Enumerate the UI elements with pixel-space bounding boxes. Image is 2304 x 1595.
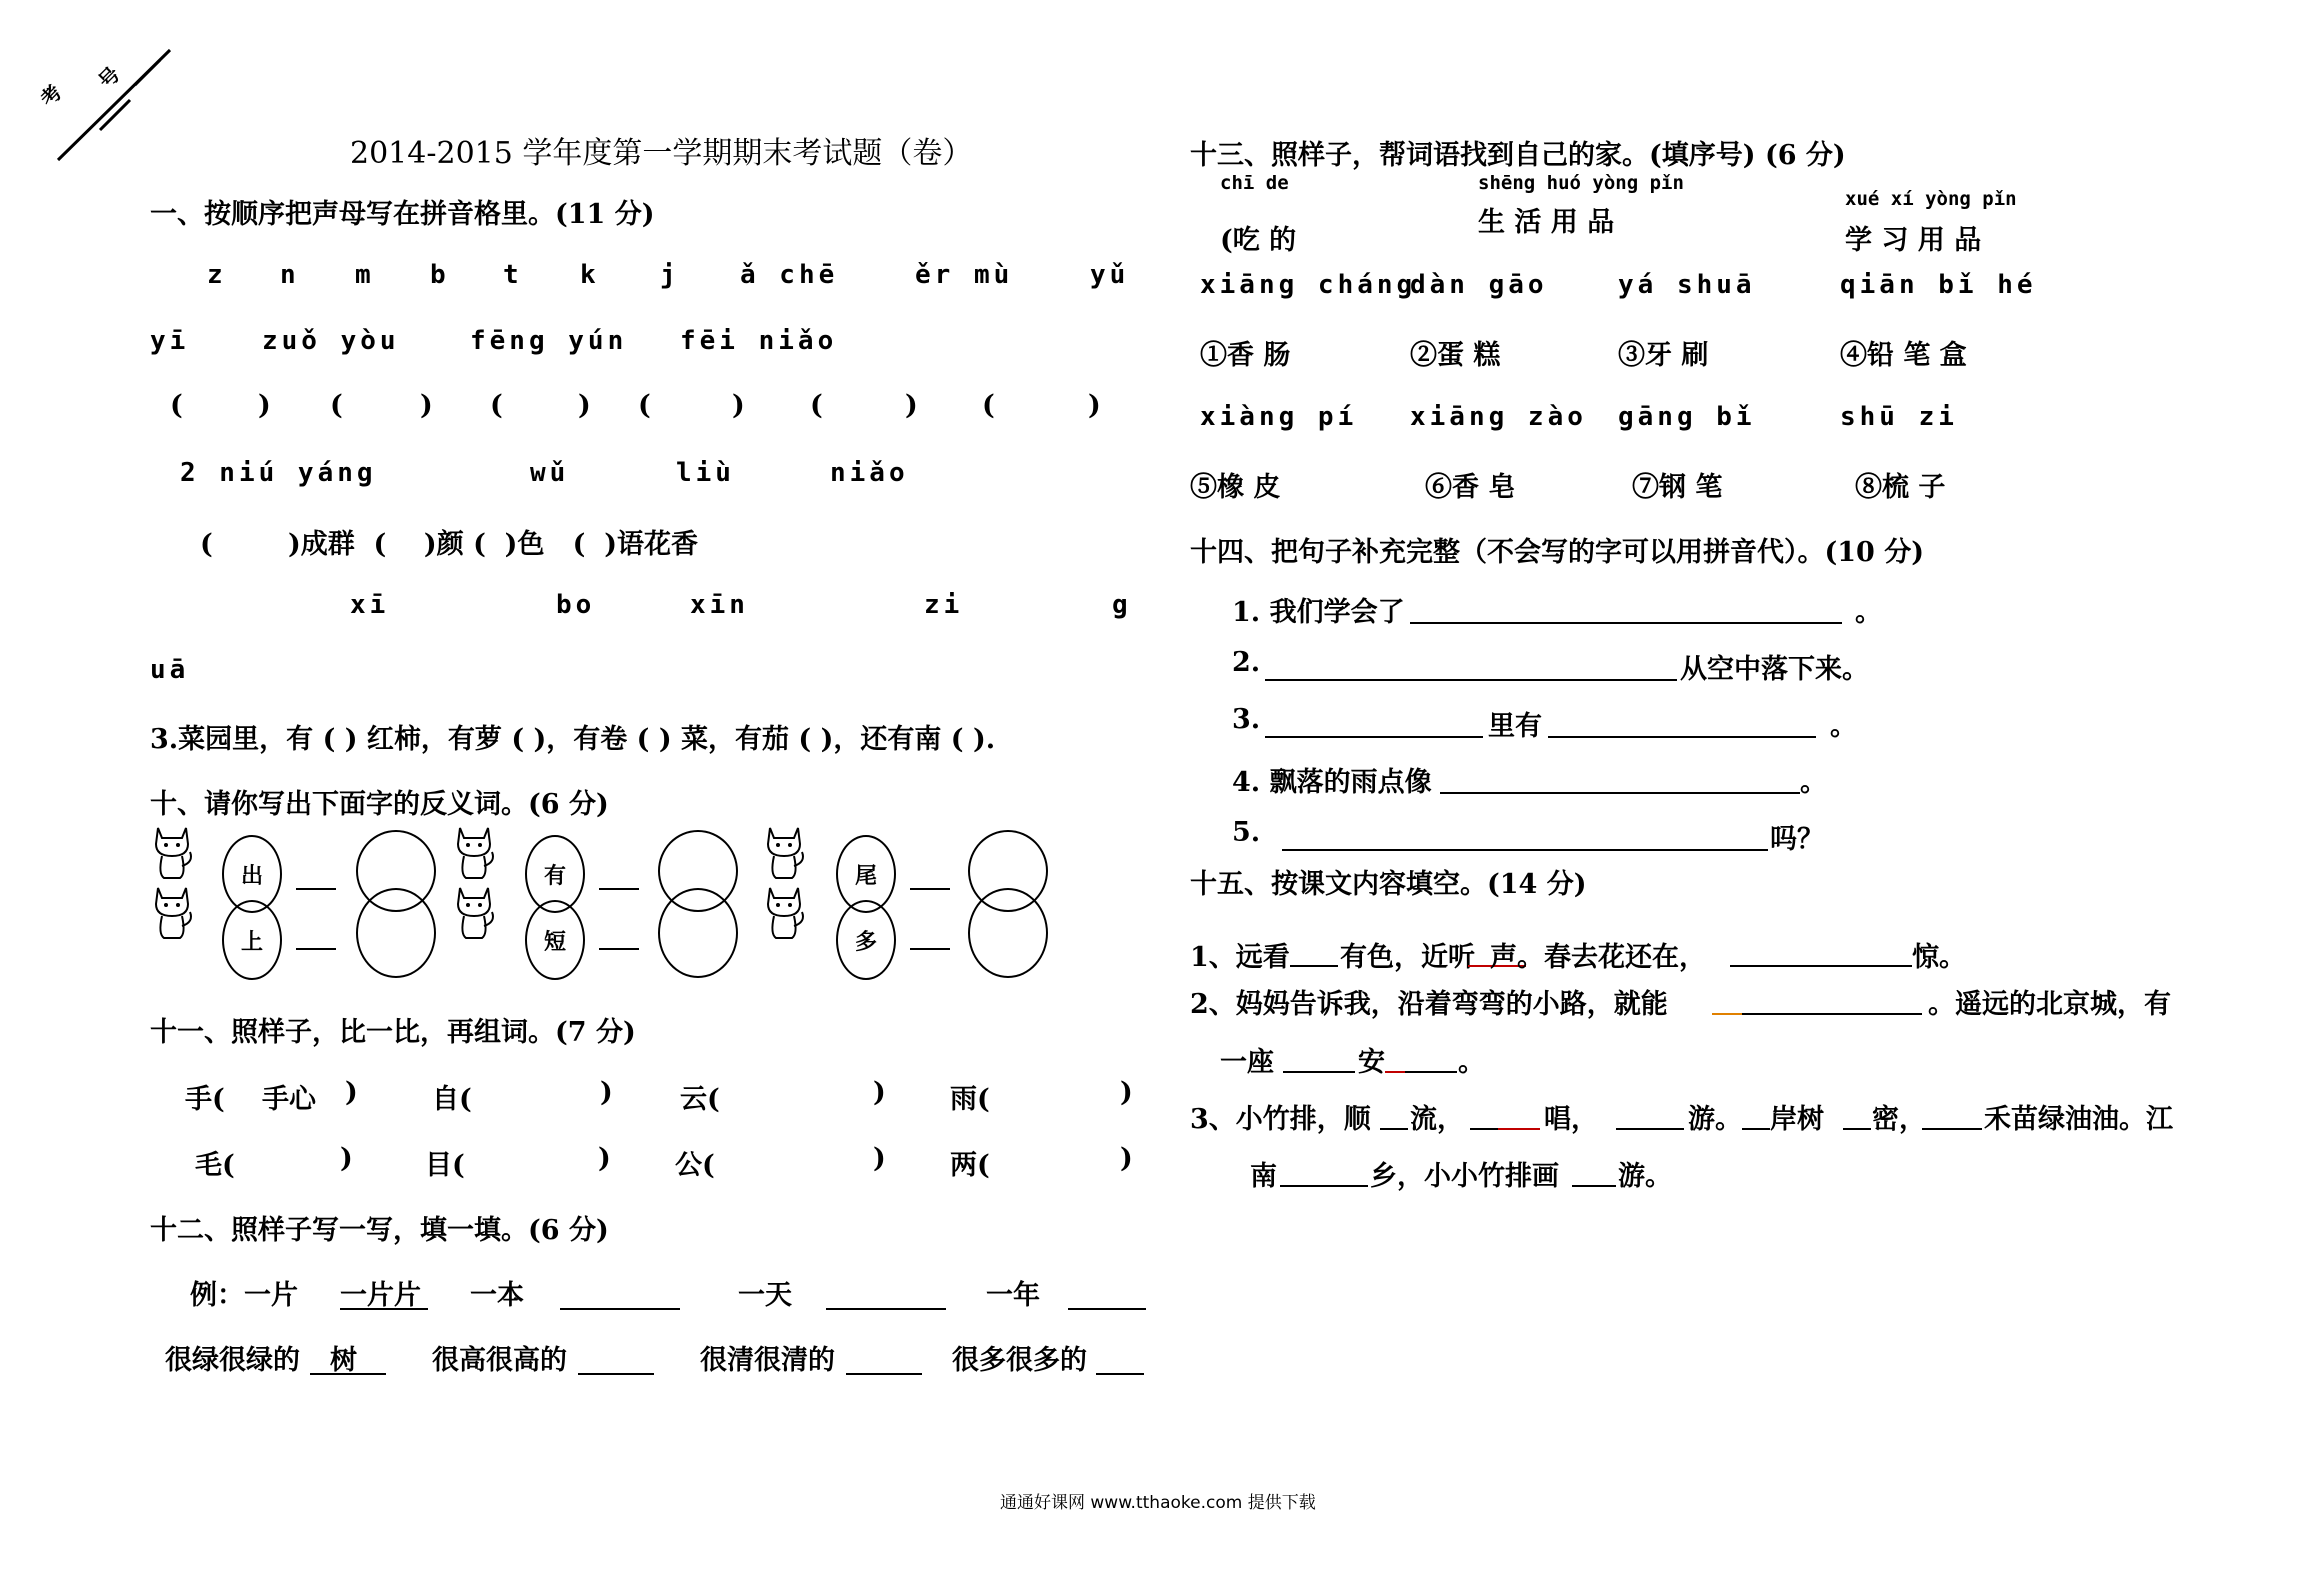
sentence-text: 吗？ (1770, 824, 1824, 855)
bracket: ) (258, 390, 271, 421)
pinyin-item: t (503, 260, 523, 290)
sentence-text: 1. 我们学会了 (1232, 597, 1405, 628)
pinyin-item: 2 niú yáng (180, 458, 377, 488)
text-fill: 1、远看 (1190, 942, 1290, 973)
answer-blank[interactable] (1380, 1128, 1408, 1130)
sentence-text: 从空中落下来。 (1680, 654, 1869, 685)
compare-item: ) (873, 1143, 886, 1174)
fill-item: 一年 (986, 1280, 1040, 1311)
text-fill: 3、小竹排，顺 (1190, 1104, 1371, 1135)
word-pinyin: xiāng cháng (1200, 270, 1417, 300)
text-fill: 游。 (1688, 1104, 1742, 1135)
fill-item: 例：一片 (190, 1280, 298, 1311)
sentence-text: 。 (1800, 767, 1827, 798)
word-item: ②蛋 糕 (1410, 340, 1501, 371)
pinyin-item: k (580, 260, 600, 290)
page-footer: 通通好课网 www.tthaoke.com 提供下载 (1000, 1493, 1316, 1513)
corner-label-2: 号 (93, 62, 125, 94)
pinyin-item: j (660, 260, 680, 290)
answer-blank[interactable] (910, 888, 950, 890)
sentence-text: 。 (1830, 711, 1857, 742)
answer-blank[interactable] (1742, 1013, 1922, 1015)
answer-blank[interactable] (846, 1373, 922, 1375)
answer-blank[interactable] (560, 1308, 680, 1310)
antonym-char-oval: 有 (525, 835, 585, 913)
compare-item: 自( (432, 1084, 472, 1115)
cat-icon (450, 822, 498, 880)
bracket: ( (490, 390, 503, 421)
text-fill: 游。 (1618, 1161, 1672, 1192)
word-item: ③牙 刷 (1618, 340, 1709, 371)
section-12-heading: 十二、照样子写一写，填一填。(6 分) (150, 1215, 609, 1246)
section-1-heading: 一、按顺序把声母写在拼音格里。(11 分) (150, 199, 655, 230)
answer-blank[interactable] (1712, 1013, 1742, 1015)
section-15-heading: 十五、按课文内容填空。(14 分) (1190, 869, 1587, 900)
section-11-heading: 十一、照样子，比一比，再组词。(7 分) (150, 1017, 636, 1048)
answer-blank[interactable] (1265, 736, 1483, 738)
bracket: ( (810, 390, 823, 421)
word-pinyin: shū zi (1840, 402, 1958, 432)
compare-item: ) (340, 1143, 353, 1174)
bracket: ( (330, 390, 343, 421)
fill-item: 很多很多的 (952, 1345, 1087, 1376)
pinyin-item: xīn (690, 590, 749, 620)
text-fill: 安 (1358, 1047, 1385, 1078)
answer-blank[interactable] (296, 888, 336, 890)
bracket: ( (982, 390, 995, 421)
pinyin-item: ěr mù (915, 260, 1014, 290)
compare-item: 公( (675, 1150, 715, 1181)
compare-item: ) (600, 1077, 613, 1108)
word-pinyin: qiān bǐ hé (1840, 270, 2037, 300)
fill-item: 一本 (470, 1280, 524, 1311)
answer-blank[interactable] (1265, 679, 1677, 681)
antonym-char-oval: 尾 (836, 835, 896, 913)
sentence-text: 5. (1232, 817, 1261, 848)
answer-blank[interactable] (578, 1373, 654, 1375)
compare-item: ) (1120, 1077, 1133, 1108)
pinyin-item: m (355, 260, 375, 290)
word-pinyin: xiāng zào (1410, 402, 1587, 432)
word-pinyin: yá shuā (1618, 270, 1756, 300)
fill-item: 很高很高的 (432, 1345, 567, 1376)
pinyin-item: ǎ chē (740, 260, 839, 290)
compare-item: ) (873, 1077, 886, 1108)
pinyin-row-7: uā (150, 655, 190, 685)
pinyin-item: bo (556, 590, 596, 620)
pinyin-item: niǎo (830, 458, 909, 488)
pinyin-item: n (280, 260, 300, 290)
antonym-char-oval: 多 (836, 900, 896, 980)
bracket: ) (1088, 390, 1101, 421)
pinyin-item: fēng yún (470, 326, 628, 356)
text-fill: 南 (1250, 1161, 1277, 1192)
category-label: (吃 的 (1220, 225, 1297, 256)
bracket: ) (905, 390, 918, 421)
compare-item: 手心 (262, 1084, 316, 1115)
bracket: ( (638, 390, 651, 421)
answer-blank[interactable] (1405, 1071, 1457, 1073)
answer-blank[interactable] (1922, 1128, 1982, 1130)
cat-icon (148, 822, 196, 880)
pinyin-item: g (1112, 590, 1132, 620)
pinyin-item: wǔ (530, 458, 570, 488)
word-item: ⑥香 皂 (1425, 472, 1516, 503)
compare-item: 雨( (950, 1084, 990, 1115)
text-fill: 有色，近听 (1340, 942, 1475, 973)
sentence-text: 2. (1232, 647, 1261, 678)
word-item: ⑦钢 笔 (1632, 472, 1723, 503)
fill-item: 树 (330, 1345, 357, 1376)
fill-item: 一天 (738, 1280, 792, 1311)
answer-blank[interactable] (1730, 965, 1912, 967)
pinyin-item: zuǒ yòu (262, 326, 400, 356)
answer-blank[interactable] (599, 888, 639, 890)
answer-blank[interactable] (1283, 1071, 1355, 1073)
cat-icon (148, 882, 196, 940)
compare-item: ) (598, 1143, 611, 1174)
word-item: ④铅 笔 盒 (1840, 340, 1967, 371)
category-label: 学 习 用 品 (1845, 225, 1982, 256)
text-fill: 岸树 (1770, 1104, 1824, 1135)
category-pinyin: xué xí yòng pǐn (1845, 188, 2017, 210)
fill-item: 一片片 (340, 1280, 421, 1311)
pinyin-item: xī (350, 590, 390, 620)
word-item: ⑧梳 子 (1855, 472, 1946, 503)
answer-blank[interactable] (599, 948, 639, 950)
answer-blank[interactable] (826, 1308, 946, 1310)
answer-blank[interactable] (910, 948, 950, 950)
answer-blank[interactable] (1470, 1128, 1498, 1130)
word-pinyin: dàn gāo (1410, 270, 1548, 300)
fill-item: 很清很清的 (700, 1345, 835, 1376)
compare-item: 目( (425, 1150, 465, 1181)
text-fill: 。 (1458, 1047, 1485, 1078)
cat-icon (760, 882, 808, 940)
antonym-char-oval: 短 (525, 900, 585, 980)
cat-icon (450, 882, 498, 940)
answer-blank[interactable] (1548, 736, 1816, 738)
text-fill: 。遥远的北京城，有 (1928, 989, 2171, 1020)
answer-blank[interactable] (1742, 1128, 1770, 1130)
page-title: 2014-2015 学年度第一学期期末考试题（卷） (350, 136, 973, 171)
answer-blank[interactable] (1440, 792, 1800, 794)
sentence-text: 里有 (1488, 711, 1542, 742)
antonym-char-oval: 出 (222, 835, 282, 913)
section-14-heading: 十四、把句子补充完整（不会写的字可以用拼音代）。(10 分) (1190, 537, 1925, 568)
answer-blank[interactable] (1410, 622, 1842, 624)
fill-item: 很绿很绿的 (165, 1345, 300, 1376)
answer-blank[interactable] (1843, 1128, 1871, 1130)
antonym-char-oval: 上 (222, 900, 282, 980)
bracket: ( (170, 390, 183, 421)
text-fill: 2、妈妈告诉我，沿着弯弯的小路，就能 (1190, 989, 1668, 1020)
pinyin-item: b (430, 260, 450, 290)
answer-blank[interactable] (1096, 1373, 1144, 1375)
bracket: ) (420, 390, 433, 421)
text-fill: 一座 (1220, 1047, 1274, 1078)
pinyin-item: liù (676, 458, 735, 488)
answer-blank[interactable] (1290, 965, 1338, 967)
answer-blank[interactable] (1282, 849, 1768, 851)
text-fill: 唱， (1544, 1104, 1598, 1135)
answer-oval[interactable] (658, 888, 738, 978)
answer-blank[interactable] (310, 1373, 386, 1375)
text-fill: 密， (1872, 1104, 1926, 1135)
category-label: 生 活 用 品 (1478, 207, 1615, 238)
word-item: ①香 肠 (1200, 340, 1291, 371)
compare-item: 手( (185, 1084, 225, 1115)
compare-item: 毛( (195, 1150, 235, 1181)
pinyin-item: fēi niǎo (680, 326, 838, 356)
text-fill: 声。春去花还在， (1490, 942, 1706, 973)
word-pinyin: gāng bǐ (1618, 402, 1756, 432)
vegetable-garden-sentence: 3.菜园里，有 ( ) 红柿，有萝 ( )，有卷 ( ) 菜，有茄 ( )，还有南 ( ). (150, 724, 996, 755)
cat-icon (760, 822, 808, 880)
idiom-row: ( )成群 ( )颜 ( )色 ( )语花香 (200, 529, 698, 560)
section-13-heading: 十三、照样子，帮词语找到自己的家。(填序号) (6 分) (1190, 140, 1846, 171)
compare-item: 两( (950, 1150, 990, 1181)
answer-blank[interactable] (1068, 1308, 1146, 1310)
text-fill: 流， (1410, 1104, 1464, 1135)
pinyin-item: yī (150, 326, 190, 356)
compare-item: 云( (680, 1084, 720, 1115)
answer-oval[interactable] (356, 888, 436, 978)
compare-item: ) (1120, 1143, 1133, 1174)
compare-item: ) (345, 1077, 358, 1108)
sentence-text: 3. (1232, 704, 1261, 735)
answer-blank[interactable] (1498, 1128, 1540, 1130)
answer-blank[interactable] (340, 1308, 428, 1310)
answer-blank[interactable] (1280, 1185, 1368, 1187)
bracket: ) (732, 390, 745, 421)
answer-blank[interactable] (1572, 1185, 1616, 1187)
answer-blank[interactable] (296, 948, 336, 950)
sentence-text: 4. 飘落的雨点像 (1232, 767, 1432, 798)
word-pinyin: xiàng pí (1200, 402, 1358, 432)
bracket: ) (578, 390, 591, 421)
pinyin-item: z (207, 260, 227, 290)
text-fill: 禾苗绿油油。江 (1984, 1104, 2173, 1135)
pinyin-item: yǔ (1090, 260, 1130, 290)
answer-blank[interactable] (1616, 1128, 1684, 1130)
section-10-heading: 十、请你写出下面字的反义词。(6 分) (150, 789, 609, 820)
category-pinyin: shēng huó yòng pǐn (1478, 172, 1684, 194)
pinyin-item: zi (924, 590, 964, 620)
word-item: ⑤橡 皮 (1190, 472, 1281, 503)
answer-oval[interactable] (968, 888, 1048, 978)
answer-blank[interactable] (1385, 1071, 1405, 1073)
sentence-text: 。 (1855, 597, 1882, 628)
text-fill: 惊。 (1912, 942, 1966, 973)
text-fill: 乡，小小竹排画 (1370, 1161, 1559, 1192)
corner-label-1: 考 (35, 80, 67, 112)
category-pinyin: chī de (1220, 172, 1289, 194)
